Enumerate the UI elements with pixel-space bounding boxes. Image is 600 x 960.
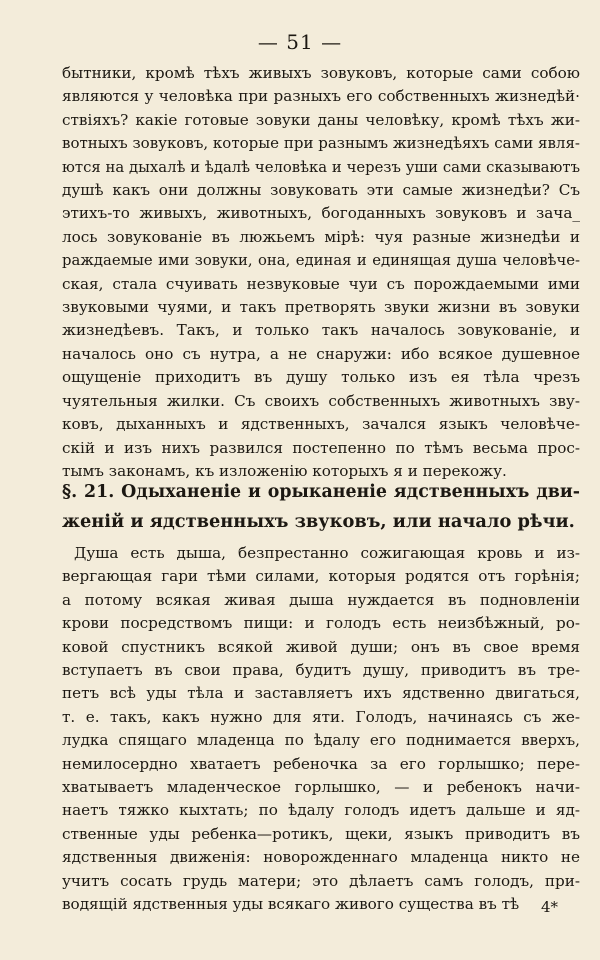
text-line: лось зовукованiе въ люжьемъ мiрѣ: чуя разные жизнедѣи и	[62, 227, 580, 246]
text-line: вотныхъ зовуковъ, которые при разнымъ жизнедѣяхъ сами явля-	[62, 134, 580, 153]
text-line: чуятельныя жилки. Съ своихъ собственныхъ животныхъ зву-	[62, 391, 580, 410]
text-line: началось оно съ нутра, а не снаружи: ибо всякое душевное	[62, 344, 580, 363]
text-line: а потому всякая живая дыша нуждается въ подновленiи	[62, 590, 580, 609]
text-line: этихъ-то живыхъ, животныхъ, богоданныхъ зовуковъ и зача_	[62, 204, 580, 223]
text-line: ядственныя движенiя: новорожденнаго младенца никто не	[62, 848, 580, 867]
text-line: скiй и изъ нихъ развился постепенно по тѣмъ весьма прос-	[62, 438, 580, 457]
page-number: — 51 —	[257, 30, 343, 54]
text-line: жизнедѣевъ. Такъ, и только такъ началось зовукованiе, и	[62, 321, 580, 340]
text-line: петъ всѣ уды тѣла и заставляетъ ихъ ядственно двигаться,	[62, 684, 580, 703]
paragraph-continued	[62, 62, 580, 483]
text-line: тымъ законамъ, къ изложенiю которыхъ я и перекожу.	[62, 461, 507, 480]
text-line: вергающая гари тѣми силами, которыя родятся отъ горѣнiя;	[62, 567, 580, 586]
text-line: ственные уды ребенка—ротикъ, щеки, языкъ приводитъ въ	[62, 824, 580, 843]
text-line: ковой спустникъ всякой живой души; онъ въ свое время	[62, 637, 580, 656]
heading-line: §. 21. Одыханенiе и орыканенiе ядственныхъ дви-	[62, 482, 580, 502]
text-line: звуковыми чуями, и такъ претворять звуки жизни въ зовуки	[62, 298, 580, 317]
text-line: душѣ какъ они должны зовуковать эти самые жизнедѣи? Съ	[62, 181, 580, 200]
text-line: являются у человѣка при разныхъ его собственныхъ жизнедѣй·	[62, 87, 580, 106]
text-line: хватываетъ младенческое горлышко, — и ребенокъ начи-	[62, 778, 580, 797]
text-line: Душа есть дыша, безпрестанно сожигающая кровь и из-	[74, 544, 580, 562]
text-line: водящiй ядственныя уды всякаго живого существа въ тѣ	[62, 895, 520, 914]
text-line: бытники, кромѣ тѣхъ живыхъ зовуковъ, которые сами собою	[62, 64, 580, 82]
text-line: т. е. такъ, какъ нужно для яти. Голодъ, начинаясь съ же-	[62, 707, 580, 726]
text-line: ощущенiе приходитъ въ душу только изъ ея тѣла чрезъ	[62, 368, 580, 387]
text-line: крови посредствомъ пищи: и голодъ есть неизбѣжный, ро-	[62, 614, 580, 633]
heading-line: женiй и ядственныхъ звуковъ, или начало рѣчи.	[62, 511, 575, 532]
text-line: ская, стала счуивать незвуковые чуи съ порождаемыми ими	[62, 274, 580, 293]
text-line: раждаемые ими зовуки, она, единая и единящая душа человѣче-	[62, 252, 580, 270]
text-line: учитъ сосать грудь матери; это дѣлаетъ самъ голодъ, при-	[62, 871, 580, 890]
text-line: наетъ тяжко кыхтать; по ѣдалу голодъ идетъ дальше и яд-	[62, 801, 580, 820]
paragraph-section-21	[62, 542, 580, 917]
text-line: ются на дыхалѣ и ѣдалѣ человѣка и черезъ уши сами сказываютъ	[62, 158, 580, 176]
text-line: ковъ, дыханныхъ и ядственныхъ, зачался языкъ человѣче-	[62, 415, 580, 434]
text-line: вступаетъ въ свои права, будитъ душу, приводитъ въ тре-	[62, 661, 580, 680]
text-line: лудка спящаго младенца по ѣдалу его поднимается вверхъ,	[62, 731, 580, 750]
text-line: немилосердно хватаетъ ребеночка за его горлышко; пере-	[62, 754, 580, 773]
signature-mark: 4*	[540, 898, 558, 916]
section-heading	[62, 478, 580, 536]
text-line: ствiяхъ? какiе готовые зовуки даны человѣку, кромѣ тѣхъ жи-	[62, 110, 580, 129]
